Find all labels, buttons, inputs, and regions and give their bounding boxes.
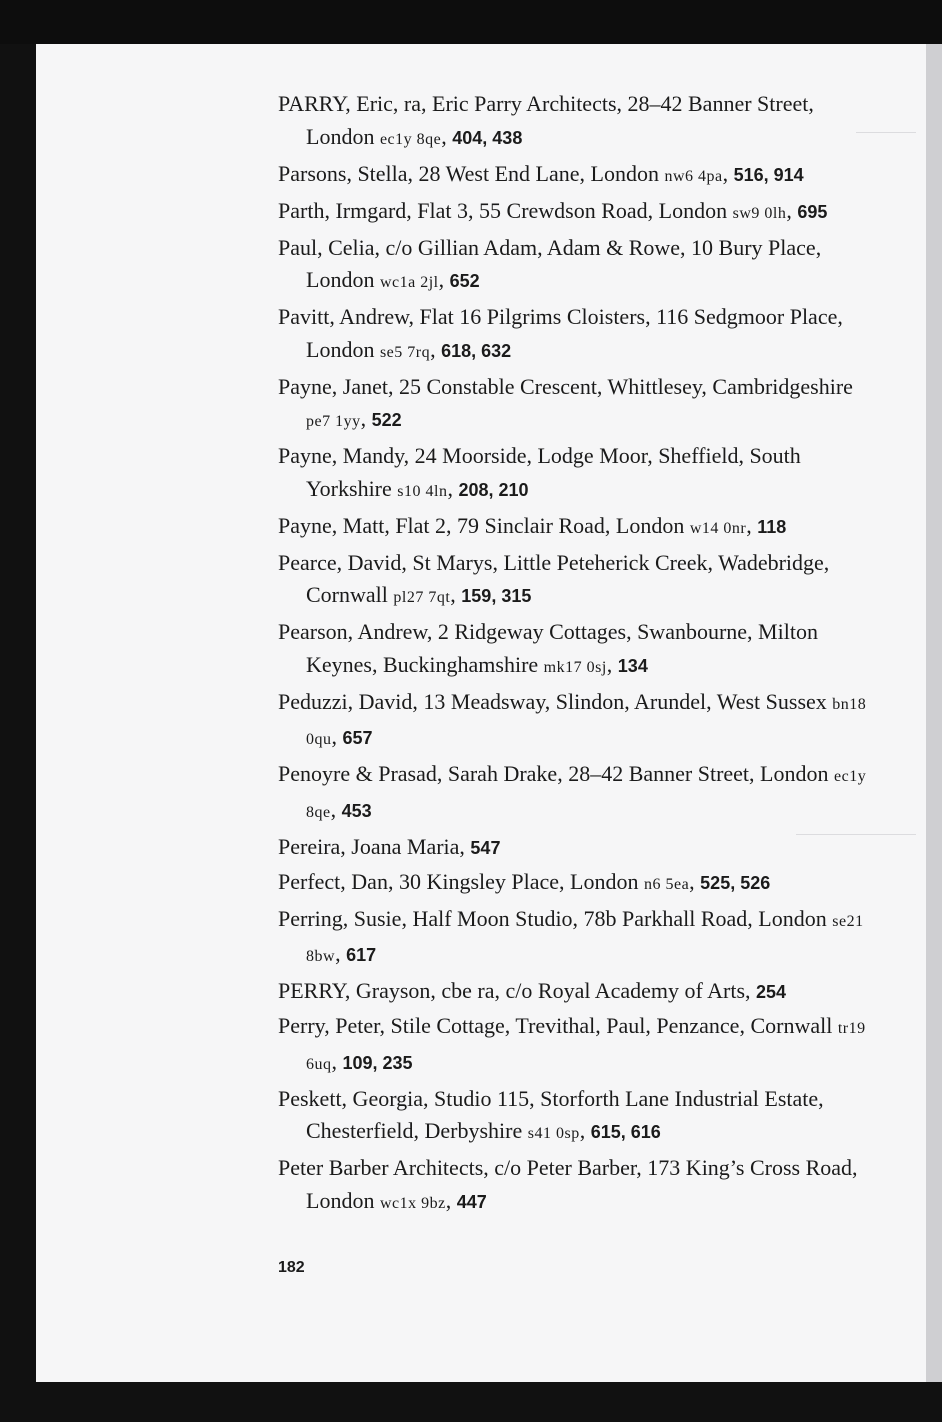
entry-postcode: s10 4ln [397,482,448,500]
entry-text: Perfect, Dan, 30 Kingsley Place, London [278,868,644,894]
entry-text: Pearce, David, St Marys, Little Peteherick Creek, Wadebridge, Cornwall [278,549,830,607]
index-entry: Peskett, Georgia, Studio 115, Storforth Lane Industrial Estate, Chesterfield, Derbyshire s41 0sp, 615, 616 [278,1085,824,1143]
entry-pages: 516, 914 [733,164,804,185]
entry-pages: 134 [617,655,648,676]
entry-pages: 525, 526 [700,872,771,893]
index-entry: Paul, Celia, c/o Gillian Adam, Adam & Rowe, 10 Bury Place, London wc1a 2jl, 652 [278,234,822,292]
entry-text: PARRY, Eric, ra, Eric Parry Architects, 28–42 Banner Street, London [278,91,814,149]
entry-postcode: sw9 0lh [732,204,787,222]
index-entry: Peduzzi, David, 13 Meadsway, Slindon, Arundel, West Sussex bn18 0qu, 657 [278,688,867,749]
index-entry: Pavitt, Andrew, Flat 16 Pilgrims Cloisters, 116 Sedgmoor Place, London se5 7rq, 618, 632 [278,304,843,362]
entry-text: Pavitt, Andrew, Flat 16 Pilgrims Cloisters, 116 Sedgmoor Place, London [278,304,843,362]
entry-pages: 453 [341,800,372,821]
entry-pages: 118 [757,516,787,537]
background-top [0,0,942,44]
entry-pages: 618, 632 [441,340,512,361]
entry-text: Pearson, Andrew, 2 Ridgeway Cottages, Swanbourne, Milton Keynes, Buckinghamshire [278,619,818,677]
page-number: 182 [278,1259,305,1276]
entry-text: Perry, Peter, Stile Cottage, Trevithal, Paul, Penzance, Cornwall [278,1013,838,1038]
index-entry: Pereira, Joana Maria, 547 [278,833,501,859]
index-entry: Pearson, Andrew, 2 Ridgeway Cottages, Swanbourne, Milton Keynes, Buckinghamshire mk17 0sj, 134 [278,619,818,677]
entry-text: Peter Barber Architects, c/o Peter Barber, 173 King’s Cross Road, London [278,1155,858,1213]
entry-postcode: se5 7rq [379,343,431,361]
index-entry: Pearce, David, St Marys, Little Peteherick Creek, Wadebridge, Cornwall pl27 7qt, 159, 315 [278,549,830,607]
entry-pages: 447 [456,1191,487,1212]
entry-postcode: s41 0sp [527,1125,580,1142]
entry-text: Pereira, Joana Maria [278,833,460,859]
entry-text: Payne, Janet, 25 Constable Crescent, Whittlesey, Cambridgeshire [278,373,853,399]
index-entry: PERRY, Grayson, cbe ra, c/o Royal Academy of Arts, 254 [278,978,787,1003]
entry-pages: 617 [346,945,377,965]
entry-pages: 254 [756,982,787,1002]
index-entry: Parth, Irmgard, Flat 3, 55 Crewdson Road, London sw9 0lh, 695 [278,197,828,223]
entry-pages: 109, 235 [342,1052,413,1073]
entry-postcode: pe7 1yy [306,413,361,430]
entry-text: Parsons, Stella, 28 West End Lane, London [278,160,665,186]
entry-pages: 208, 210 [458,479,529,500]
entry-pages: 695 [797,201,828,222]
index-entry: Payne, Janet, 25 Constable Crescent, Whittlesey, Cambridgeshire pe7 1yy, 522 [278,373,853,431]
index-entry: Perfect, Dan, 30 Kingsley Place, London n6 5ea, 525, 526 [278,868,771,894]
index-entry: Penoyre & Prasad, Sarah Drake, 28–42 Banner Street, London ec1y 8qe, 453 [278,761,867,822]
entry-postcode: w14 0nr [689,519,747,537]
index-entry: Payne, Matt, Flat 2, 79 Sinclair Road, London w14 0nr, 118 [278,512,787,538]
entry-pages: 159, 315 [461,586,532,606]
entry-text: Payne, Mandy, 24 Moorside, Lodge Moor, Sheffield, South Yorkshire [278,443,801,501]
entry-pages: 657 [342,728,373,748]
entry-postcode: wc1x 9bz [379,1194,446,1212]
entry-postcode: tr19 6uq [306,1020,866,1073]
entry-text: Parth, Irmgard, Flat 3, 55 Crewdson Road, London [278,197,733,223]
index-entry: PARRY, Eric, ra, Eric Parry Architects, 28–42 Banner Street, London ec1y 8qe, 404, 438 [278,91,814,149]
entry-postcode: se21 8bw [306,912,864,965]
index-entry: Parsons, Stella, 28 West End Lane, London nw6 4pa, 516, 914 [278,160,804,186]
entry-text: Penoyre & Prasad, Sarah Drake, 28–42 Banner Street, London [278,761,834,786]
entry-text: Perring, Susie, Half Moon Studio, 78b Parkhall Road, London [278,905,833,931]
index-entry: Peter Barber Architects, c/o Peter Barber, 173 King’s Cross Road, London wc1x 9bz, 447 [278,1155,858,1213]
index-entries [278,88,878,1222]
page-edge [926,44,942,1382]
entry-postcode: ec1y 8qe [379,130,442,148]
entry-pages: 652 [449,271,480,291]
entry-pages: 615, 616 [590,1122,661,1142]
entry-postcode: pl27 7qt [393,589,451,606]
entry-pages: 404, 438 [452,127,523,148]
index-entry: Payne, Mandy, 24 Moorside, Lodge Moor, Sheffield, South Yorkshire s10 4ln, 208, 210 [278,443,801,501]
entry-postcode: mk17 0sj [543,658,607,676]
entry-text: Peduzzi, David, 13 Meadsway, Slindon, Arundel, West Sussex [278,688,833,714]
entry-postcode: wc1a 2jl [379,274,439,291]
entry-text: PERRY, Grayson, cbe ra, c/o Royal Academy of Arts [278,978,746,1003]
entry-pages: 547 [470,837,501,858]
entry-postcode: nw6 4pa [664,167,723,185]
entry-pages: 522 [371,410,402,430]
entry-postcode: bn18 0qu [306,695,867,748]
entry-postcode: ec1y 8qe [306,768,867,821]
entry-text: Peskett, Georgia, Studio 115, Storforth Lane Industrial Estate, Chesterfield, Derbyshire [278,1085,824,1143]
entry-text: Paul, Celia, c/o Gillian Adam, Adam & Rowe, 10 Bury Place, London [278,234,822,292]
entry-postcode: n6 5ea [643,875,690,893]
index-entry: Perry, Peter, Stile Cottage, Trevithal, Paul, Penzance, Cornwall tr19 6uq, 109, 235 [278,1013,866,1074]
entry-text: Payne, Matt, Flat 2, 79 Sinclair Road, London [278,512,690,538]
index-entry: Perring, Susie, Half Moon Studio, 78b Parkhall Road, London se21 8bw, 617 [278,905,864,966]
